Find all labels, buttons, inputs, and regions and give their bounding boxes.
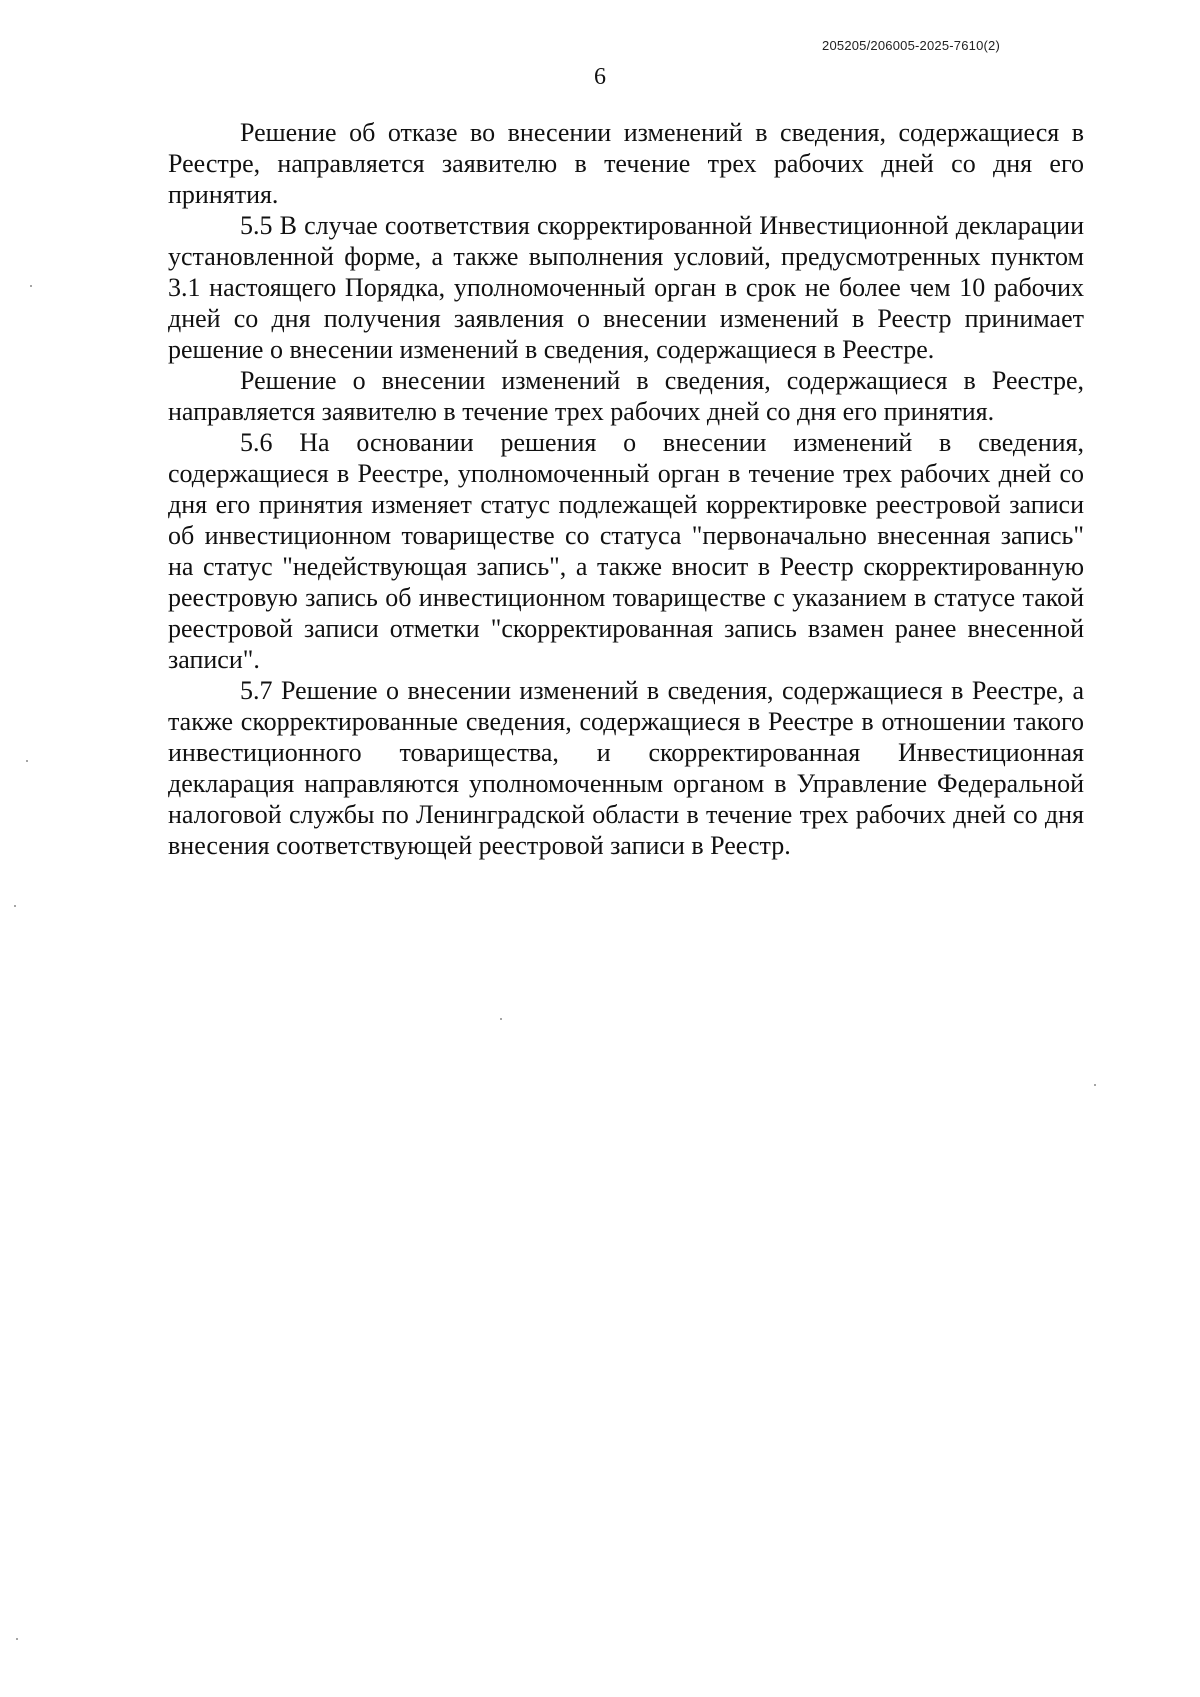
paragraph-5-6: 5.6 На основании решения о внесении изменений в сведения, содержащиеся в Реестре, уполномоченный орган в течение трех рабочих дней со дня его принятия изменяет статус подлежащей корректировке реестровой записи об инвестиционном товариществе со статуса "первоначально внесенная запись" на статус "недействующая запись", а также вносит в Реестр скорректированную реестровую запись об инвестиционном товариществе с указанием в статусе такой реестровой записи отметки "скорректированная запись взамен ранее внесенной записи". (168, 428, 1084, 674)
scan-speck (30, 285, 32, 287)
scan-speck (14, 905, 16, 907)
page-number: 6 (594, 64, 606, 90)
scan-speck (16, 1638, 18, 1640)
document-body (168, 117, 1084, 861)
scan-speck (26, 760, 28, 762)
paragraph-5-7: 5.7 Решение о внесении изменений в сведения, содержащиеся в Реестре, а также скорректированные сведения, содержащиеся в Реестре в отношении такого инвестиционного товарищества, и скорректированная Инвестиционная декларация направляются уполномоченным органом в Управление Федеральной налоговой службы по Ленинградской области в течение трех рабочих дней со дня внесения соответствующей реестровой записи в Реестр. (168, 676, 1084, 860)
scan-speck (500, 1018, 502, 1020)
paragraph-decision-notice: Решение о внесении изменений в сведения, содержащиеся в Реестре, направляется заявителю в течение трех рабочих дней со дня его принятия. (168, 366, 1084, 426)
document-registration-number: 205205/206005-2025-7610(2) (822, 38, 1000, 53)
paragraph-refusal-notice: Решение об отказе во внесении изменений в сведения, содержащиеся в Реестре, направляется заявителю в течение трех рабочих дней со дня его принятия. (168, 118, 1084, 209)
paragraph-5-5: 5.5 В случае соответствия скорректированной Инвестиционной декларации установленной форме, а также выполнения условий, предусмотренных пунктом 3.1 настоящего Порядка, уполномоченный орган в срок не более чем 10 рабочих дней со дня получения заявления о внесении изменений в Реестр принимает решение о внесении изменений в сведения, содержащиеся в Реестре. (168, 211, 1084, 364)
scan-speck (1094, 1084, 1096, 1086)
